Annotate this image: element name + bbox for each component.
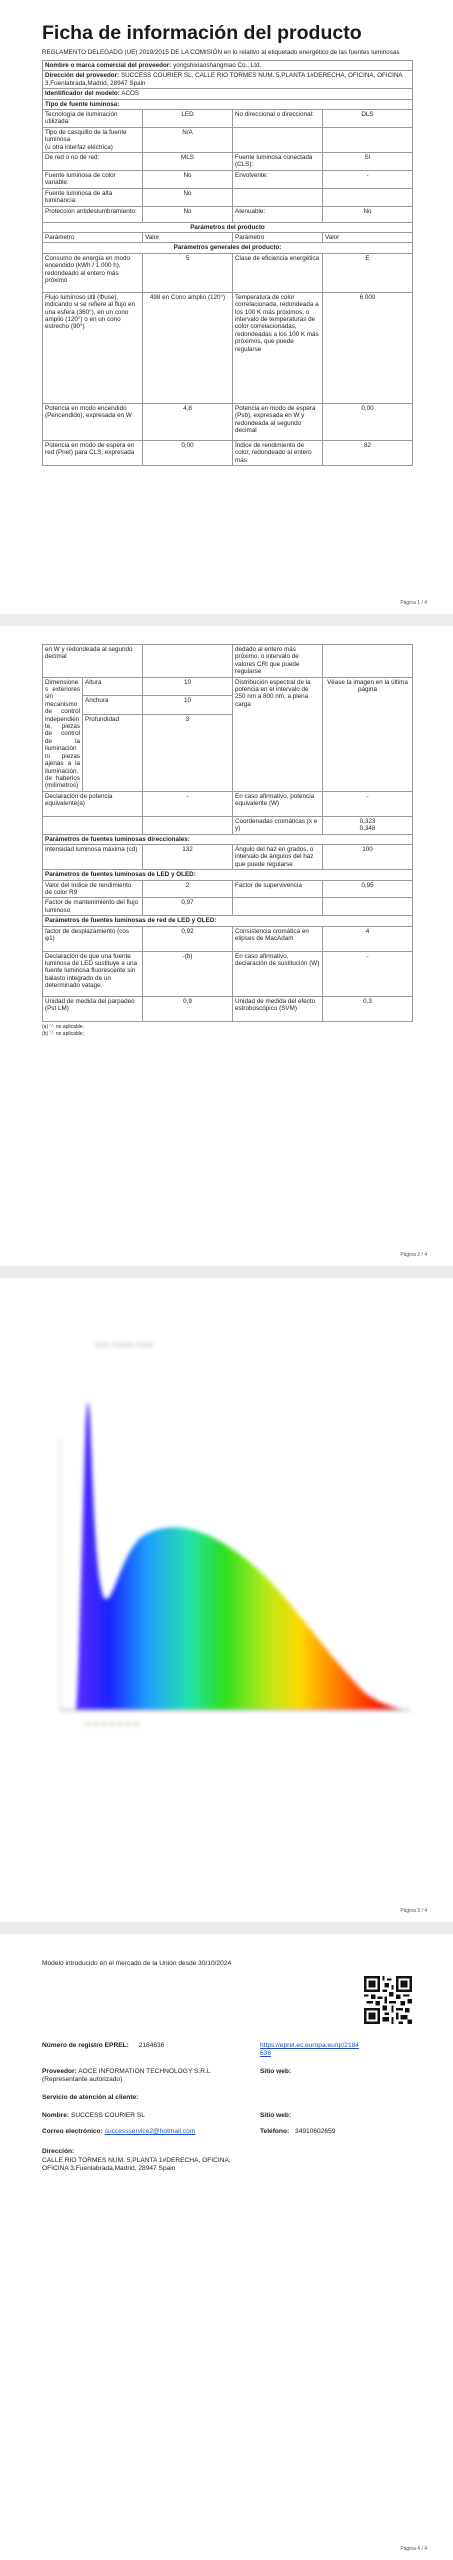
param-value: - xyxy=(323,951,413,996)
param-label: Potencia en modo de espera (Psb), expresada en W y redondeada al segundo decimal xyxy=(233,403,323,440)
param-value: 6 000 xyxy=(323,292,413,403)
param-label: Factor de mantenimiento del flujo luminoso xyxy=(43,898,143,916)
coord-value: 0,323 0,348 xyxy=(323,816,413,834)
dimensions-label: Dimensiones exteriores sin mecanismo de control independiente, piezas de control de la iluminación ni piezas ajenas a la iluminación, de haberlos (milímetros) xyxy=(43,677,83,791)
param-value: - xyxy=(323,170,413,188)
param-value: 0,00 xyxy=(143,440,233,465)
provider-label: Proveedor: xyxy=(42,2068,77,2075)
address-value: CALLE RIO TORMES NUM. 5,PLANTA 1#DERECHA, OFICINA, OFICINA 3,Fuenlabrada,Madrid, 28947 Spain xyxy=(42,2157,231,2172)
led-header: Parámetros de fuentes luminosas de LED y OLED: xyxy=(43,870,413,880)
dim-width-value: 10 xyxy=(143,696,233,715)
param-label: Declaración de que una fuente luminosa de LED sustituye a una fuente luminosa fluorescente sin balasto integrado de un determinado vatage. xyxy=(43,951,143,996)
param-label: Valor del índice de rendimiento de color R9 xyxy=(43,880,143,898)
name-label: Nombre: xyxy=(42,2112,70,2119)
param-label: Fuente luminosa de color variable: xyxy=(43,170,143,188)
param-label: Flujo luminoso útil (Φuse), indicando si se refiere al flujo en una esfera (360°), en un cono amplio (120°) o en un cono estrecho (90°) xyxy=(43,292,143,403)
table-row xyxy=(43,110,413,128)
table-row xyxy=(43,951,413,996)
param-label xyxy=(233,127,323,152)
param-value: LED xyxy=(143,110,233,128)
table-row xyxy=(43,188,413,206)
directional-label: Intensidad luminosa máxima (cd) xyxy=(43,844,143,869)
page-number: Página 2 / 4 xyxy=(400,1252,427,1258)
param-label: Temperatura de color correlacionada, redondeada a los 100 K más próximos, o intervalo de temperaturas de color correlacionadas, redondeadas a los 100 K más próximos, que puede regularse xyxy=(233,292,323,403)
param-value: 0,00 xyxy=(323,403,413,440)
cont-cell-2 xyxy=(143,645,233,678)
param-label: De red o no de red: xyxy=(43,153,143,171)
param-value: -(b) xyxy=(143,951,233,996)
dim-height-value: 10 xyxy=(143,677,233,696)
param-value: DLS xyxy=(323,110,413,128)
spectral-value: Véase la imagen en la última página xyxy=(323,677,413,791)
param-value: 82 xyxy=(323,440,413,465)
param-label: Fuente luminosa de alta luminancia: xyxy=(43,188,143,206)
param-value: Sí xyxy=(323,153,413,171)
regulation-text: REGLAMENTO DELEGADO (UE) 2019/2015 DE LA COMISIÓN en lo relativo al etiquetado energético de las fuentes luminosas xyxy=(42,49,400,56)
param-label: Índice de rendimiento de color, redondeado al entero más xyxy=(233,440,323,465)
coord-empty-1 xyxy=(43,816,143,834)
cont-cell-1: en W y redondeada al segundo decimal xyxy=(43,645,143,678)
param-label: Consistencia cromática en elipses de MacAdam xyxy=(233,926,323,951)
footnote-a: (a) '-': no aplicable; xyxy=(42,1023,84,1030)
supplier-row: Nombre o marca comercial del proveedor: yongshixiaoshangmao Co., Ltd. xyxy=(43,61,413,71)
table-row xyxy=(43,292,413,403)
general-header: Parámetros generales del producto: xyxy=(43,243,413,253)
param-value: N/A xyxy=(143,127,233,152)
table-row xyxy=(43,253,413,292)
param-label: Fuente luminosa conectada (CLS): xyxy=(233,153,323,171)
cont-cell-4 xyxy=(323,645,413,678)
footnote-b: (b) '-': no aplicable; xyxy=(42,1030,84,1037)
param-value: 0,92 xyxy=(143,926,233,951)
spectral-distribution-image xyxy=(0,1278,453,1922)
model-row: Identificador del modelo: ACOS xyxy=(43,89,413,99)
param-label: Consumo de energía en modo encendido (kWh / 1 000 h), redondeado al entero más próximo xyxy=(43,253,143,292)
type-header: Tipo de fuente luminosa: xyxy=(43,99,413,109)
dim-height-label: Altura xyxy=(83,677,143,696)
param-label: factor de desplazamiento (cos φ1) xyxy=(43,926,143,951)
param-label: En caso afirmativo, declaración de sustitución (W) xyxy=(233,951,323,996)
page-number: Página 1 / 4 xyxy=(400,600,427,606)
param-value: 4,8 xyxy=(143,403,233,440)
param-value: 0,97 xyxy=(143,898,233,916)
param-value: 5 xyxy=(143,253,233,292)
email-label: Correo electrónico: xyxy=(42,2128,103,2135)
page-number: Página 3 / 4 xyxy=(400,1908,427,1914)
address-label: Dirección: xyxy=(42,2148,75,2155)
param-value: 0,9 xyxy=(143,996,233,1021)
param-value: E xyxy=(323,253,413,292)
param-value: MLS xyxy=(143,153,233,171)
website-label: Sitio web: xyxy=(260,2068,292,2075)
param-label xyxy=(233,898,323,916)
phone-label: Teléfono: xyxy=(260,2128,290,2135)
table-row xyxy=(43,153,413,171)
coord-label: Coordenadas cromáticas (x e y) xyxy=(233,816,323,834)
table-row xyxy=(43,440,413,465)
beam-angle-label: Ángulo del haz en grados, o intervalo de ángulos del haz que puede regularse xyxy=(233,844,323,869)
product-table-1 xyxy=(42,60,413,466)
table-row xyxy=(43,206,413,222)
param-value xyxy=(323,898,413,916)
website-label-2: Sitio web: xyxy=(260,2112,292,2119)
param-value xyxy=(323,188,413,206)
param-label: No direccional o direccional: xyxy=(233,110,323,128)
param-label: Proteccion antideslumbramiento: xyxy=(43,206,143,222)
param-label: Unidad de medida del efecto estroboscópico (SVM) xyxy=(233,996,323,1021)
page-1 xyxy=(0,0,453,614)
params-col-1: Parámetro xyxy=(43,232,143,242)
svg-text:▪▪▪ ▪▪▪ ▪▪▪ ▪▪▪: ▪▪▪ ▪▪▪ ▪▪▪ ▪▪▪ ▪▪▪ ▪▪▪ ▪▪▪ xyxy=(85,1722,140,1728)
page-2 xyxy=(0,626,453,1266)
equiv-power-label: En caso afirmativo, potencia equivalente (W) xyxy=(233,791,323,816)
cont-cell-3: dedado al entero más próximo, o intervalo de valores CRI que puede regularse xyxy=(233,645,323,678)
directional-header: Parámetros de fuentes luminosas direccionales: xyxy=(43,834,413,844)
coord-empty-2 xyxy=(143,816,233,834)
params-col-3: Parámetro xyxy=(233,232,323,242)
param-label: Atenuable: xyxy=(233,206,323,222)
page-title: Ficha de información del producto xyxy=(42,22,362,44)
market-date: Modelo introducido en el mercado de la Unión desde 30/10/2024 xyxy=(42,1960,232,1967)
page-3 xyxy=(0,1278,453,1922)
provider-value: AOCE INFORMATION TECHNOLOGY S.R.L (Representante autorizado) xyxy=(42,2068,211,2083)
param-label: Envolvente: xyxy=(233,170,323,188)
service-header: Servicio de atención al cliente: xyxy=(42,2094,139,2101)
param-value: 0,3 xyxy=(323,996,413,1021)
eprel-label: Número de registro EPREL: xyxy=(42,2042,129,2049)
phone-value: 34910602659 xyxy=(295,2128,336,2135)
params-col-2: Valor xyxy=(143,232,233,242)
page-4 xyxy=(0,1934,453,2560)
param-label: Clase de eficiencia energética xyxy=(233,253,323,292)
dim-width-label: Anchura xyxy=(83,696,143,715)
param-value: 2 xyxy=(143,880,233,898)
table-row xyxy=(43,170,413,188)
name-value: SUCCESS COURIER SL xyxy=(70,2112,145,2119)
param-label: Factor de supervivencia xyxy=(233,880,323,898)
table-row xyxy=(43,880,413,898)
eprel-link[interactable]: https://eprel.ec.europa.eu/qr/2184636 xyxy=(260,2042,359,2057)
page-number: Página 4 / 4 xyxy=(400,2546,427,2552)
param-label: Unidad de medida del parpadeo (Pst LM) xyxy=(43,996,143,1021)
email-link[interactable]: successservice2@hotmail.com xyxy=(104,2128,196,2135)
param-label: Potencia en modo de espera en red (Pnet) para CLS, expresada xyxy=(43,440,143,465)
beam-angle-value: 100 xyxy=(323,844,413,869)
params-header: Parámetros del producto xyxy=(43,222,413,232)
mains-header: Parámetros de fuentes luminosas de red de LED y OLED: xyxy=(43,916,413,926)
param-label: Potencia en modo encendido (Pencendido), expresada en W xyxy=(43,403,143,440)
product-table-2 xyxy=(42,644,413,1022)
equiv-label: Declaración de potencia equivalente(a) xyxy=(43,791,143,816)
params-col-4: Valor xyxy=(323,232,413,242)
qr-code-icon[interactable] xyxy=(364,1976,412,2024)
param-label: Tecnología de iluminación utilizada: xyxy=(43,110,143,128)
address-row: Dirección del proveedor: SUCCESS COURIER SL, CALLE RIO TORMES NUM. 5,PLANTA 1#DERECHA, OFICINA, OFICINA 3,Fuenlabrada,Madrid, 28947 Spain xyxy=(43,71,413,89)
table-row xyxy=(43,996,413,1021)
param-value: 4 xyxy=(323,926,413,951)
param-value xyxy=(323,127,413,152)
equiv-power-value: - xyxy=(323,791,413,816)
param-label xyxy=(233,188,323,206)
param-value: No xyxy=(143,206,233,222)
equiv-value: - xyxy=(143,791,233,816)
spectral-label: Distribución espectral de la potencia en el intervalo de 250 nm a 800 nm, a plena carga xyxy=(233,677,323,791)
param-value: No xyxy=(323,206,413,222)
table-row xyxy=(43,926,413,951)
svg-text:▪▪▪▪ ▪▪▪▪▪▪ ▪▪▪▪▪: ▪▪▪▪ ▪▪▪▪▪▪ ▪▪▪▪▪ xyxy=(95,1340,154,1351)
eprel-value: 2184636 xyxy=(138,2042,165,2049)
dim-depth-value: 3 xyxy=(143,714,233,791)
param-value: 498 en Cono amplio (120°) xyxy=(143,292,233,403)
table-row xyxy=(43,403,413,440)
directional-value: 132 xyxy=(143,844,233,869)
dim-depth-label: Profundidad xyxy=(83,714,143,791)
table-row xyxy=(43,898,413,916)
table-row xyxy=(43,127,413,152)
param-value: No xyxy=(143,170,233,188)
param-label: Tipo de casquillo de la fuente luminosa (u otra interfaz eléctrica) xyxy=(43,127,143,152)
param-value: 0,95 xyxy=(323,880,413,898)
param-value: No xyxy=(143,188,233,206)
